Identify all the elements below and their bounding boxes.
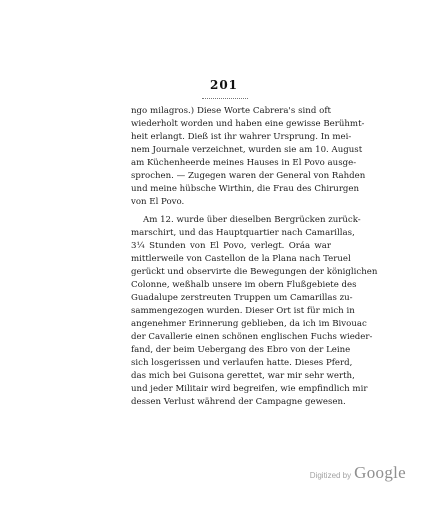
text-line: von El Povo. xyxy=(131,197,185,207)
text-line: und meine hübsche Wirthin, die Frau des Chirurgen xyxy=(131,184,360,194)
google-logo: Google xyxy=(354,463,406,482)
text-line: heit erlangt. Dieß ist ihr wahrer Ursprung. In mei- xyxy=(131,132,352,142)
text-line: Am 12. wurde über dieselben Bergrücken zurück- xyxy=(143,215,361,225)
watermark-prefix: Digitized by xyxy=(309,471,352,480)
header-rule xyxy=(202,98,248,99)
text-line: angenehmer Erinnerung geblieben, da ich im Bivouac xyxy=(131,319,367,329)
text-line: nem Journale verzeichnet, wurden sie am 10. August xyxy=(131,145,363,155)
text-line: Colonne, weßhalb unsere im obern Flußgebiete des xyxy=(131,280,357,290)
text-line: mittlerweile von Castellon de la Plana nach Teruel xyxy=(131,254,351,264)
text-line: sammengezogen wurden. Dieser Ort ist für mich in xyxy=(131,306,355,316)
page-number: 201 xyxy=(209,78,239,92)
text-line: 3¼ Stunden von El Povo, verlegt. Oráa war xyxy=(131,241,331,251)
text-line: sprochen. — Zugegen waren der General von Rahden xyxy=(131,171,366,181)
text-line: Guadalupe zerstreuten Truppen um Camarillas zu- xyxy=(131,293,353,303)
digitized-by-google-watermark xyxy=(310,463,406,483)
text-line: ngo milagros.) Diese Worte Cabrera's sind oft xyxy=(131,106,331,116)
text-line: sich losgerissen und verlaufen hatte. Dieses Pferd, xyxy=(131,358,353,368)
text-line: und jeder Militair wird begreifen, wie empfindlich mir xyxy=(131,384,368,394)
text-line: fand, der beim Uebergang des Ebro von der Leine xyxy=(131,345,351,355)
body-text xyxy=(131,105,378,409)
text-line: am Küchenheerde meines Hauses in El Povo ausge- xyxy=(131,158,357,168)
text-line: dessen Verlust während der Campagne gewesen. xyxy=(131,397,346,407)
text-line: gerückt und observirte die Bewegungen der königlichen xyxy=(131,267,378,277)
text-line: das mich bei Guisona gerettet, war mir sehr werth, xyxy=(131,371,355,381)
text-line: marschirt, und das Hauptquartier nach Camarillas, xyxy=(131,228,355,238)
text-line: wiederholt worden und haben eine gewisse Berühmt- xyxy=(131,119,365,129)
text-line: der Cavallerie einen schönen englischen Fuchs wieder- xyxy=(131,332,373,342)
